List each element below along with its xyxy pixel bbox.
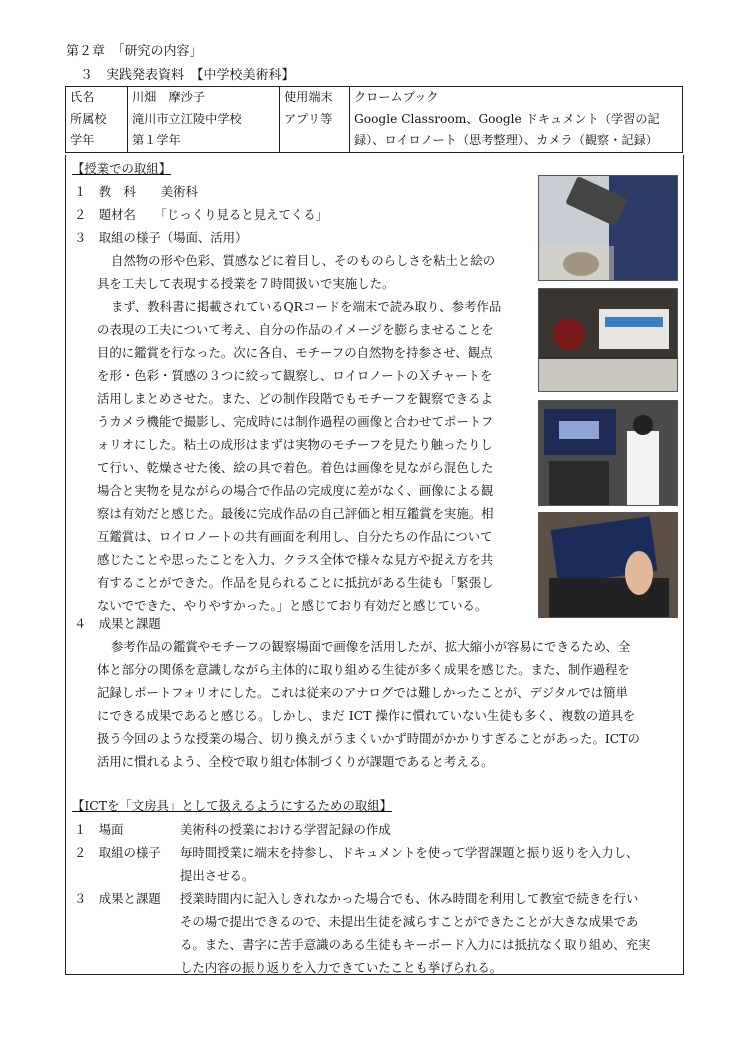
item-theme: ２ 題材名 「じっくり見ると見えてくる」 — [74, 207, 329, 222]
item-results: ４ 成果と課題 — [74, 616, 161, 631]
photo-illustration — [539, 289, 677, 391]
info-table — [65, 86, 683, 153]
section2-heading: 【ICTを「文房具」として扱えるようにするための取組】 — [72, 798, 393, 813]
row-results-text: る。また、書字に苦手意識のある生徒もキーボード入力には抵抗なく取り組め、充実 — [180, 937, 651, 952]
apps-value-1: Google Classroom、Google ドキュメント（学習の記 — [354, 111, 660, 126]
body-line: 自然物の形や色彩、質感などに着目し、そのものらしさを粘土と絵の — [111, 253, 496, 268]
section-subtitle: ３ 実践発表資料 【中学校美術科】 — [80, 68, 295, 83]
device-value: クロームブック — [354, 90, 439, 104]
body-line: 具を工夫して表現する授業を７時間扱いで実施した。 — [97, 276, 395, 291]
body-line: 活用しまとめさせた。また、どの制作段階でもモチーフを観察できるよ — [97, 391, 493, 406]
result-line: 活用に慣れるよう、全校で取り組む体制づくりが課題であると考える。 — [97, 754, 494, 769]
body-line: を形・色彩・質感の３つに絞って観察し、ロイロノートのＸチャートを — [97, 368, 493, 383]
body-line: うカメラ機能で撮影し、完成時には制作過程の画像と合わせてポートフ — [97, 414, 494, 429]
grade-value: 第１学年 — [132, 133, 181, 147]
item-subject: １ 教 科 美術科 — [74, 184, 198, 199]
photo-tablet-pumpkin — [538, 175, 678, 281]
photo-illustration — [539, 401, 677, 505]
section1-heading: 【授業での取組】 — [72, 161, 172, 176]
grade-label: 学年 — [70, 133, 95, 147]
info-values — [128, 87, 280, 153]
result-line: にできる成果であると感じる。しかし、まだ ICT 操作に慣れていない生徒も多く、複数の道具を — [97, 708, 636, 723]
row-results-label: ３ 成果と課題 — [74, 891, 161, 906]
row-scene-text: 美術科の授業における学習記録の作成 — [180, 822, 391, 837]
result-line: 参考作品の鑑賞やモチーフの観察場面で画像を活用したが、拡大縮小が容易にできるため、全 — [111, 639, 631, 654]
row-practice-label: ２ 取組の様子 — [74, 845, 161, 860]
photo-teacher-screen — [538, 400, 678, 506]
apps-label: アプリ等 — [284, 111, 333, 126]
row-practice-text: 毎時間授業に端末を持参し、ドキュメントを使って学習課題と振り返りを入力し、 — [180, 845, 639, 860]
body-line: 有することができた。作品を見られることに抵抗がある生徒も「緊張し — [97, 575, 494, 590]
apps-value-2: 録）、ロイロノート（思考整理）、カメラ（観察・記録） — [354, 133, 658, 147]
item-practice: ３ 取組の様子（場面、活用） — [74, 230, 248, 245]
body-line: 場合と実物を見ながらの場合で作品の完成度に差がなく、画像による観 — [97, 483, 494, 498]
row-scene-label: １ 場面 — [74, 822, 124, 837]
body-line: の表現の工夫について考え、自分の作品のイメージを膨らませることを — [97, 322, 494, 337]
result-line: 記録しポートフォリオにした。これは従来のアナログでは難しかったことが、デジタルでは簡単 — [97, 685, 628, 700]
row-practice-text: 提出させる。 — [180, 868, 255, 883]
row-results-text: 授業時間内に記入しきれなかった場合でも、休み時間を利用して教室で続きを行い — [180, 891, 639, 906]
body-line: ないでできた、やりやすかった。」と感じており有効だと感じている。 — [97, 598, 488, 613]
row-results-text: した内容の振り返りを入力できていたことも挙げられる。 — [180, 960, 503, 975]
photo-illustration — [539, 176, 677, 280]
body-line: て行い、乾燥させた後、絵の具で着色。着色は画像を見ながら混色した — [97, 460, 494, 475]
device-labels — [280, 87, 350, 153]
school-label: 所属校 — [70, 111, 107, 126]
device-label: 使用端末 — [284, 90, 333, 104]
photo-illustration — [539, 513, 677, 617]
row-results-text: その場で提出できるので、未提出生徒を減らすことができたことが大きな成果であ — [180, 914, 639, 929]
chapter-heading: 第２章 「研究の内容」 — [66, 44, 203, 59]
school-value: 滝川市立江陵中学校 — [132, 111, 242, 126]
body-line: ォリオにした。粘土の成形はまずは実物のモチーフを見たり触ったりし — [97, 437, 493, 452]
device-values — [350, 87, 683, 153]
body-line: 目的に鑑賞を行なった。次に各自、モチーフの自然物を持参させ、観点 — [97, 345, 493, 360]
body-line: 感じたことや思ったことを入力、クラス全体で様々な見方や捉え方を共 — [97, 552, 494, 567]
body-line: 察は有効だと感じた。最後に完成作品の自己評価と相互鑑賞を実施。相 — [97, 506, 494, 521]
body-line: 互鑑賞は、ロイロノートの共有画面を利用し、自分たちの作品について — [97, 529, 493, 544]
info-labels — [66, 87, 128, 153]
result-line: 扱う今回のような授業の場合、切り換えがうまくいかず時間がかかりすぎることがあった。ICTの — [97, 731, 640, 746]
result-line: 体と部分の関係を意識しながら主体的に取り組める生徒が多く成果を感じた。また、制作過程を — [97, 662, 630, 677]
body-line: まず、教科書に掲載されているQRコードを端末で読み取り、参考作品 — [111, 299, 502, 314]
name-value: 川畑 摩沙子 — [132, 90, 206, 104]
name-label: 氏名 — [70, 90, 95, 104]
photo-paints-apple — [538, 288, 678, 392]
photo-laptop-touch — [538, 512, 678, 618]
